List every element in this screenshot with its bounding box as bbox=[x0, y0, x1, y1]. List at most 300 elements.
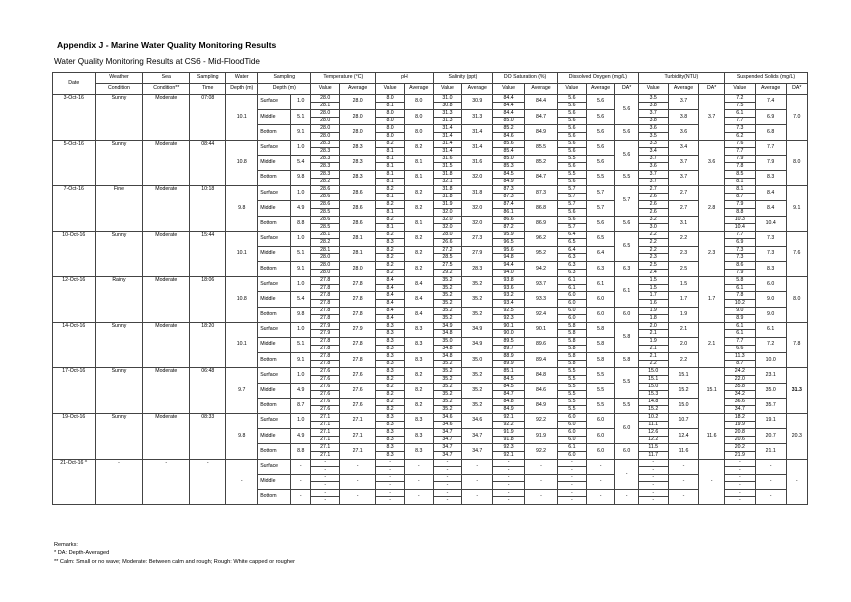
salinity-value: 30.8 bbox=[433, 102, 462, 110]
suspended-solids-value: 5.8 bbox=[724, 277, 755, 285]
sea-condition-cell: Moderate bbox=[143, 95, 190, 141]
temperature-average: 28.6 bbox=[340, 186, 376, 201]
sampling-depth-cell: 1.0 bbox=[291, 186, 311, 201]
dissolved-oxygen-value: 6.5 bbox=[558, 239, 587, 247]
temperature-average: 27.9 bbox=[340, 322, 376, 337]
dissolved-oxygen-average: 6.5 bbox=[586, 231, 615, 246]
dissolved-oxygen-average: 5.7 bbox=[586, 186, 615, 201]
suspended-solids-value: 6.9 bbox=[724, 239, 755, 247]
suspended-solids-average: 9.0 bbox=[755, 292, 786, 307]
header-average: Average bbox=[340, 84, 376, 95]
temperature-average: 27.1 bbox=[340, 429, 376, 444]
do-saturation-value: 84.4 bbox=[493, 110, 525, 118]
sampling-depth-cell: 1.0 bbox=[291, 322, 311, 337]
dissolved-oxygen-value: 6.3 bbox=[558, 262, 587, 270]
header-value: Value bbox=[638, 84, 668, 95]
turbidity-value: 11.7 bbox=[638, 451, 668, 459]
temperature-value: 27.8 bbox=[311, 307, 340, 315]
dissolved-oxygen-bottom-da: 5.8 bbox=[615, 353, 638, 368]
salinity-value: 31.4 bbox=[433, 140, 462, 148]
ph-value: 8.2 bbox=[376, 216, 405, 224]
dissolved-oxygen-value: 5.8 bbox=[558, 353, 587, 361]
do-saturation-average: 92.4 bbox=[525, 307, 558, 322]
ph-value: 8.1 bbox=[376, 170, 405, 178]
header-do-saturation: DO Saturation (%) bbox=[493, 73, 558, 84]
dissolved-oxygen-average: 5.6 bbox=[586, 125, 615, 140]
dissolved-oxygen-value: 5.7 bbox=[558, 224, 587, 232]
table-row bbox=[53, 186, 808, 194]
dissolved-oxygen-value: 5.5 bbox=[558, 368, 587, 376]
salinity-value: 31.9 bbox=[433, 201, 462, 209]
dissolved-oxygen-average: 5.8 bbox=[586, 338, 615, 353]
temperature-value: 27.6 bbox=[311, 391, 340, 399]
ph-value: 8.1 bbox=[376, 163, 405, 171]
dissolved-oxygen-value: 5.6 bbox=[558, 140, 587, 148]
table-subtitle: Water Quality Monitoring Results at CS6 - Mid-FloodTide bbox=[54, 57, 260, 66]
turbidity-da: 15.1 bbox=[699, 368, 725, 414]
temperature-average: 28.0 bbox=[340, 125, 376, 140]
suspended-solids-average: 8.4 bbox=[755, 186, 786, 201]
dissolved-oxygen-value: 6.0 bbox=[558, 300, 587, 308]
do-saturation-value: 92.1 bbox=[493, 451, 525, 459]
ph-average: 8.4 bbox=[404, 277, 433, 292]
ph-value: 8.3 bbox=[376, 239, 405, 247]
dissolved-oxygen-average: 6.3 bbox=[586, 262, 615, 277]
ph-value: 8.0 bbox=[376, 95, 405, 103]
temperature-value: 27.1 bbox=[311, 451, 340, 459]
do-saturation-average: 87.3 bbox=[525, 186, 558, 201]
salinity-average: 32.0 bbox=[462, 216, 493, 231]
header-da: DA* bbox=[786, 84, 807, 95]
salinity-value: 28.5 bbox=[433, 254, 462, 262]
header-value: Value bbox=[493, 84, 525, 95]
turbidity-average: 15.1 bbox=[668, 368, 699, 383]
salinity-average: 32.0 bbox=[462, 170, 493, 185]
header-ph: pH bbox=[376, 73, 433, 84]
sampling-position-cell: Middle bbox=[258, 338, 291, 353]
sampling-position-cell: Bottom bbox=[258, 444, 291, 459]
temperature-value: 27.6 bbox=[311, 375, 340, 383]
suspended-solids-value: 6.1 bbox=[724, 330, 755, 338]
dissolved-oxygen-average: 6.4 bbox=[586, 246, 615, 261]
header-row-1 bbox=[53, 73, 808, 84]
turbidity-average: 2.2 bbox=[668, 353, 699, 368]
dissolved-oxygen-value: 6.4 bbox=[558, 246, 587, 254]
dissolved-oxygen-value: 6.0 bbox=[558, 451, 587, 459]
do-saturation-value: 93.2 bbox=[493, 292, 525, 300]
temperature-average: 28.0 bbox=[340, 262, 376, 277]
turbidity-da: 3.6 bbox=[699, 140, 725, 186]
ph-average: 8.2 bbox=[404, 201, 433, 216]
header-water-depth-sub: Depth (m) bbox=[226, 84, 258, 95]
temperature-average: - bbox=[340, 489, 376, 504]
turbidity-average: 3.8 bbox=[668, 110, 699, 125]
dissolved-oxygen-value: 5.6 bbox=[558, 132, 587, 140]
temperature-value: 27.8 bbox=[311, 284, 340, 292]
turbidity-value: 3.3 bbox=[638, 140, 668, 148]
turbidity-value: 2.2 bbox=[638, 360, 668, 368]
sampling-position-cell: Bottom bbox=[258, 125, 291, 140]
dissolved-oxygen-value: 5.5 bbox=[558, 155, 587, 163]
salinity-value: 35.2 bbox=[433, 398, 462, 406]
dissolved-oxygen-value: - bbox=[558, 489, 587, 497]
suspended-solids-value: 7.9 bbox=[724, 201, 755, 209]
ph-value: 8.3 bbox=[376, 436, 405, 444]
sampling-position-cell: Surface bbox=[258, 95, 291, 110]
turbidity-value: 15.2 bbox=[638, 406, 668, 414]
temperature-average: 27.6 bbox=[340, 398, 376, 413]
do-saturation-value: 92.1 bbox=[493, 413, 525, 421]
dissolved-oxygen-da: 5.6 bbox=[615, 95, 638, 125]
suspended-solids-value: 7.8 bbox=[724, 163, 755, 171]
header-value: Value bbox=[376, 84, 405, 95]
dissolved-oxygen-average: 5.6 bbox=[586, 95, 615, 110]
header-dissolved-oxygen: Dissolved Oxygen (mg/L) bbox=[558, 73, 639, 84]
do-saturation-average: 93.3 bbox=[525, 292, 558, 307]
do-saturation-value: 84.7 bbox=[493, 391, 525, 399]
ph-value: 8.2 bbox=[376, 201, 405, 209]
do-saturation-value: 92.2 bbox=[493, 421, 525, 429]
turbidity-value: 1.9 bbox=[638, 307, 668, 315]
turbidity-value: 3.7 bbox=[638, 155, 668, 163]
temperature-average: 28.6 bbox=[340, 216, 376, 231]
salinity-value: 34.7 bbox=[433, 429, 462, 437]
weather-cell: Sunny bbox=[95, 231, 143, 277]
turbidity-value: 3.7 bbox=[638, 110, 668, 118]
salinity-value: 31.8 bbox=[433, 186, 462, 194]
do-saturation-average: 90.1 bbox=[525, 322, 558, 337]
do-saturation-average: 92.2 bbox=[525, 413, 558, 428]
turbidity-value: 12.2 bbox=[638, 436, 668, 444]
suspended-solids-average: 7.3 bbox=[755, 246, 786, 261]
header-weather-sub: Condition bbox=[95, 84, 143, 95]
sampling-time-cell: 15:44 bbox=[190, 231, 226, 277]
dissolved-oxygen-value: 6.1 bbox=[558, 277, 587, 285]
turbidity-average: 15.2 bbox=[668, 383, 699, 398]
header-value: Value bbox=[311, 84, 340, 95]
suspended-solids-average: 6.9 bbox=[755, 110, 786, 125]
ph-average: 8.0 bbox=[404, 110, 433, 125]
turbidity-average: 2.5 bbox=[668, 262, 699, 277]
salinity-value: 34.8 bbox=[433, 330, 462, 338]
ph-value: 8.2 bbox=[376, 375, 405, 383]
dissolved-oxygen-bottom-da: 5.6 bbox=[615, 125, 638, 140]
ph-value: 8.0 bbox=[376, 117, 405, 125]
dissolved-oxygen-value: 5.8 bbox=[558, 360, 587, 368]
suspended-solids-value: 8.7 bbox=[724, 193, 755, 201]
temperature-average: 28.1 bbox=[340, 246, 376, 261]
suspended-solids-average: - bbox=[755, 489, 786, 504]
ph-value: 8.3 bbox=[376, 345, 405, 353]
sampling-position-cell: Middle bbox=[258, 292, 291, 307]
do-saturation-average: 84.9 bbox=[525, 398, 558, 413]
ph-average: 8.1 bbox=[404, 216, 433, 231]
dissolved-oxygen-average: 6.0 bbox=[586, 307, 615, 322]
turbidity-value: 1.5 bbox=[638, 284, 668, 292]
salinity-value: 35.2 bbox=[433, 391, 462, 399]
turbidity-value: 15.0 bbox=[638, 368, 668, 376]
ph-value: - bbox=[376, 474, 405, 482]
sampling-depth-cell: 8.8 bbox=[291, 444, 311, 459]
suspended-solids-value: 7.6 bbox=[724, 140, 755, 148]
turbidity-average: 2.3 bbox=[668, 246, 699, 261]
sampling-depth-cell: - bbox=[291, 474, 311, 489]
temperature-value: 27.8 bbox=[311, 338, 340, 346]
salinity-average: 31.6 bbox=[462, 155, 493, 170]
ph-value: 8.3 bbox=[376, 444, 405, 452]
sampling-time-cell: 18:06 bbox=[190, 277, 226, 323]
table-row bbox=[53, 413, 808, 421]
dissolved-oxygen-average: 6.0 bbox=[586, 444, 615, 459]
dissolved-oxygen-average: 5.6 bbox=[586, 140, 615, 155]
ph-average: 8.2 bbox=[404, 262, 433, 277]
salinity-value: 28.0 bbox=[433, 231, 462, 239]
water-depth-cell: 10.8 bbox=[226, 140, 258, 186]
dissolved-oxygen-value: 5.5 bbox=[558, 383, 587, 391]
salinity-value: - bbox=[433, 467, 462, 475]
ph-average: 8.3 bbox=[404, 338, 433, 353]
dissolved-oxygen-bottom-da: 5.5 bbox=[615, 170, 638, 185]
sampling-position-cell: Bottom bbox=[258, 307, 291, 322]
dissolved-oxygen-value: 6.0 bbox=[558, 429, 587, 437]
sea-condition-cell: - bbox=[143, 459, 190, 505]
salinity-value: 32.1 bbox=[433, 178, 462, 186]
ph-value: 8.2 bbox=[376, 140, 405, 148]
turbidity-value: 2.1 bbox=[638, 330, 668, 338]
dissolved-oxygen-value: 6.0 bbox=[558, 307, 587, 315]
salinity-value: 31.0 bbox=[433, 95, 462, 103]
salinity-average: 27.9 bbox=[462, 246, 493, 261]
date-cell: 21-Oct-16 ^ bbox=[53, 459, 96, 505]
dissolved-oxygen-value: - bbox=[558, 467, 587, 475]
dissolved-oxygen-average: 6.0 bbox=[586, 429, 615, 444]
dissolved-oxygen-average: 5.7 bbox=[586, 201, 615, 216]
do-saturation-average: 93.7 bbox=[525, 277, 558, 292]
suspended-solids-da: 7.6 bbox=[786, 231, 807, 277]
temperature-value: 28.0 bbox=[311, 117, 340, 125]
ph-average: - bbox=[404, 474, 433, 489]
sampling-depth-cell: 9.1 bbox=[291, 262, 311, 277]
temperature-value: 28.3 bbox=[311, 148, 340, 156]
sampling-depth-cell: 4.9 bbox=[291, 383, 311, 398]
temperature-value: - bbox=[311, 474, 340, 482]
do-saturation-value: 84.6 bbox=[493, 132, 525, 140]
dissolved-oxygen-value: 5.6 bbox=[558, 208, 587, 216]
salinity-value: 32.0 bbox=[433, 216, 462, 224]
suspended-solids-value: - bbox=[724, 467, 755, 475]
suspended-solids-value: 7.3 bbox=[724, 254, 755, 262]
do-saturation-average: - bbox=[525, 474, 558, 489]
header-da: DA* bbox=[699, 84, 725, 95]
do-saturation-value: 93.6 bbox=[493, 284, 525, 292]
sampling-depth-cell: 1.0 bbox=[291, 368, 311, 383]
temperature-value: 28.0 bbox=[311, 269, 340, 277]
sampling-time-cell: 07:08 bbox=[190, 95, 226, 141]
header-average: Average bbox=[586, 84, 615, 95]
date-cell: 10-Oct-16 bbox=[53, 231, 96, 277]
suspended-solids-value: 8.9 bbox=[724, 315, 755, 323]
temperature-average: 28.6 bbox=[340, 201, 376, 216]
turbidity-average: 2.2 bbox=[668, 231, 699, 246]
suspended-solids-value: - bbox=[724, 482, 755, 490]
salinity-average: 28.3 bbox=[462, 262, 493, 277]
dissolved-oxygen-value: 5.6 bbox=[558, 163, 587, 171]
date-cell: 19-Oct-16 bbox=[53, 413, 96, 459]
salinity-average: - bbox=[462, 474, 493, 489]
turbidity-value: 3.0 bbox=[638, 224, 668, 232]
temperature-value: 27.8 bbox=[311, 315, 340, 323]
do-saturation-average: - bbox=[525, 459, 558, 474]
sampling-depth-cell: 9.1 bbox=[291, 353, 311, 368]
water-depth-cell: 9.7 bbox=[226, 368, 258, 414]
dissolved-oxygen-average: 5.5 bbox=[586, 368, 615, 383]
suspended-solids-value: 7.3 bbox=[724, 125, 755, 133]
turbidity-value: 2.6 bbox=[638, 193, 668, 201]
temperature-value: 27.8 bbox=[311, 292, 340, 300]
salinity-average: - bbox=[462, 489, 493, 504]
salinity-value: 34.8 bbox=[433, 345, 462, 353]
do-saturation-average: 84.6 bbox=[525, 383, 558, 398]
dissolved-oxygen-average: - bbox=[586, 474, 615, 489]
ph-value: 8.2 bbox=[376, 391, 405, 399]
dissolved-oxygen-da: 5.5 bbox=[615, 368, 638, 398]
dissolved-oxygen-value: 5.7 bbox=[558, 186, 587, 194]
salinity-average: 35.2 bbox=[462, 292, 493, 307]
ph-value: 8.1 bbox=[376, 178, 405, 186]
ph-value: 8.2 bbox=[376, 231, 405, 239]
header-turbidity: Turbidity(NTU) bbox=[638, 73, 724, 84]
temperature-value: 28.6 bbox=[311, 216, 340, 224]
sampling-time-cell: 10:18 bbox=[190, 186, 226, 232]
turbidity-value: 11.5 bbox=[638, 444, 668, 452]
turbidity-da: 11.6 bbox=[699, 413, 725, 459]
ph-value: 8.2 bbox=[376, 262, 405, 270]
do-saturation-average: 96.2 bbox=[525, 231, 558, 246]
sampling-depth-cell: 8.8 bbox=[291, 216, 311, 231]
sampling-position-cell: Middle bbox=[258, 155, 291, 170]
ph-average: - bbox=[404, 459, 433, 474]
dissolved-oxygen-value: 6.3 bbox=[558, 254, 587, 262]
turbidity-value: 15.1 bbox=[638, 375, 668, 383]
suspended-solids-value: 34.7 bbox=[724, 406, 755, 414]
do-saturation-value: 85.2 bbox=[493, 125, 525, 133]
do-saturation-value: - bbox=[493, 489, 525, 497]
date-cell: 5-Oct-16 bbox=[53, 140, 96, 186]
salinity-value: 35.2 bbox=[433, 315, 462, 323]
suspended-solids-average: 20.7 bbox=[755, 429, 786, 444]
suspended-solids-value: 22.0 bbox=[724, 375, 755, 383]
ph-value: 8.4 bbox=[376, 300, 405, 308]
header-temperature: Temperature (°C) bbox=[311, 73, 376, 84]
suspended-solids-value: 35.8 bbox=[724, 383, 755, 391]
suspended-solids-value: - bbox=[724, 459, 755, 467]
weather-cell: Sunny bbox=[95, 413, 143, 459]
salinity-value: 34.7 bbox=[433, 436, 462, 444]
salinity-value: 27.2 bbox=[433, 246, 462, 254]
sampling-depth-cell: 5.1 bbox=[291, 110, 311, 125]
suspended-solids-value: 7.9 bbox=[724, 269, 755, 277]
sampling-time-cell: - bbox=[190, 459, 226, 505]
salinity-average: 30.9 bbox=[462, 95, 493, 110]
remark-line: * DA: Depth-Averaged bbox=[54, 550, 110, 557]
water-depth-cell: 10.1 bbox=[226, 231, 258, 277]
temperature-average: 28.0 bbox=[340, 110, 376, 125]
salinity-average: 31.3 bbox=[462, 110, 493, 125]
date-cell: 17-Oct-16 bbox=[53, 368, 96, 414]
header-average: Average bbox=[404, 84, 433, 95]
ph-average: 8.4 bbox=[404, 307, 433, 322]
turbidity-da: 3.7 bbox=[699, 95, 725, 141]
turbidity-average: 15.0 bbox=[668, 398, 699, 413]
turbidity-value: 2.7 bbox=[638, 186, 668, 194]
temperature-average: 27.8 bbox=[340, 277, 376, 292]
do-saturation-value: 95.9 bbox=[493, 231, 525, 239]
temperature-value: 28.5 bbox=[311, 208, 340, 216]
temperature-average: 27.8 bbox=[340, 307, 376, 322]
sea-condition-cell: Moderate bbox=[143, 231, 190, 277]
remark-line: ** Calm: Small or no wave; Moderate: Between calm and rough; Rough: White capped or rougher bbox=[54, 558, 295, 565]
sampling-position-cell: Surface bbox=[258, 413, 291, 428]
sampling-position-cell: Surface bbox=[258, 277, 291, 292]
suspended-solids-value: 7.9 bbox=[724, 155, 755, 163]
do-saturation-value: 94.0 bbox=[493, 269, 525, 277]
dissolved-oxygen-value: 5.6 bbox=[558, 117, 587, 125]
suspended-solids-value: 7.8 bbox=[724, 292, 755, 300]
turbidity-value: 3.8 bbox=[638, 102, 668, 110]
dissolved-oxygen-bottom-da: - bbox=[615, 489, 638, 504]
suspended-solids-value: 7.7 bbox=[724, 231, 755, 239]
turbidity-average: 2.7 bbox=[668, 201, 699, 216]
suspended-solids-value: 20.2 bbox=[724, 444, 755, 452]
turbidity-value: 1.6 bbox=[638, 300, 668, 308]
do-saturation-value: 85.1 bbox=[493, 368, 525, 376]
dissolved-oxygen-value: 6.0 bbox=[558, 421, 587, 429]
dissolved-oxygen-average: - bbox=[586, 459, 615, 474]
salinity-value: 31.4 bbox=[433, 148, 462, 156]
suspended-solids-average: 6.8 bbox=[755, 125, 786, 140]
suspended-solids-value: 20.8 bbox=[724, 429, 755, 437]
salinity-average: 34.7 bbox=[462, 444, 493, 459]
salinity-value: 35.2 bbox=[433, 284, 462, 292]
temperature-value: 28.0 bbox=[311, 125, 340, 133]
salinity-value: - bbox=[433, 482, 462, 490]
ph-value: 8.1 bbox=[376, 148, 405, 156]
do-saturation-value: 85.0 bbox=[493, 117, 525, 125]
turbidity-value: 2.6 bbox=[638, 208, 668, 216]
sampling-position-cell: Bottom bbox=[258, 216, 291, 231]
ph-average: 8.3 bbox=[404, 353, 433, 368]
suspended-solids-average: 6.0 bbox=[755, 277, 786, 292]
dissolved-oxygen-bottom-da: 6.0 bbox=[615, 307, 638, 322]
salinity-average: 35.2 bbox=[462, 383, 493, 398]
suspended-solids-value: 6.1 bbox=[724, 322, 755, 330]
turbidity-value: 2.3 bbox=[638, 254, 668, 262]
dissolved-oxygen-average: 5.5 bbox=[586, 398, 615, 413]
do-saturation-value: 89.7 bbox=[493, 345, 525, 353]
sampling-position-cell: Middle bbox=[258, 383, 291, 398]
water-quality-table bbox=[52, 72, 808, 505]
salinity-value: 31.8 bbox=[433, 193, 462, 201]
date-cell: 7-Oct-16 bbox=[53, 186, 96, 232]
turbidity-value: 1.7 bbox=[638, 292, 668, 300]
suspended-solids-value: 8.8 bbox=[724, 208, 755, 216]
do-saturation-average: 84.7 bbox=[525, 170, 558, 185]
dissolved-oxygen-da: 6.5 bbox=[615, 231, 638, 261]
turbidity-value: 1.8 bbox=[638, 315, 668, 323]
dissolved-oxygen-value: 6.0 bbox=[558, 413, 587, 421]
dissolved-oxygen-value: 6.3 bbox=[558, 269, 587, 277]
sampling-position-cell: Surface bbox=[258, 322, 291, 337]
